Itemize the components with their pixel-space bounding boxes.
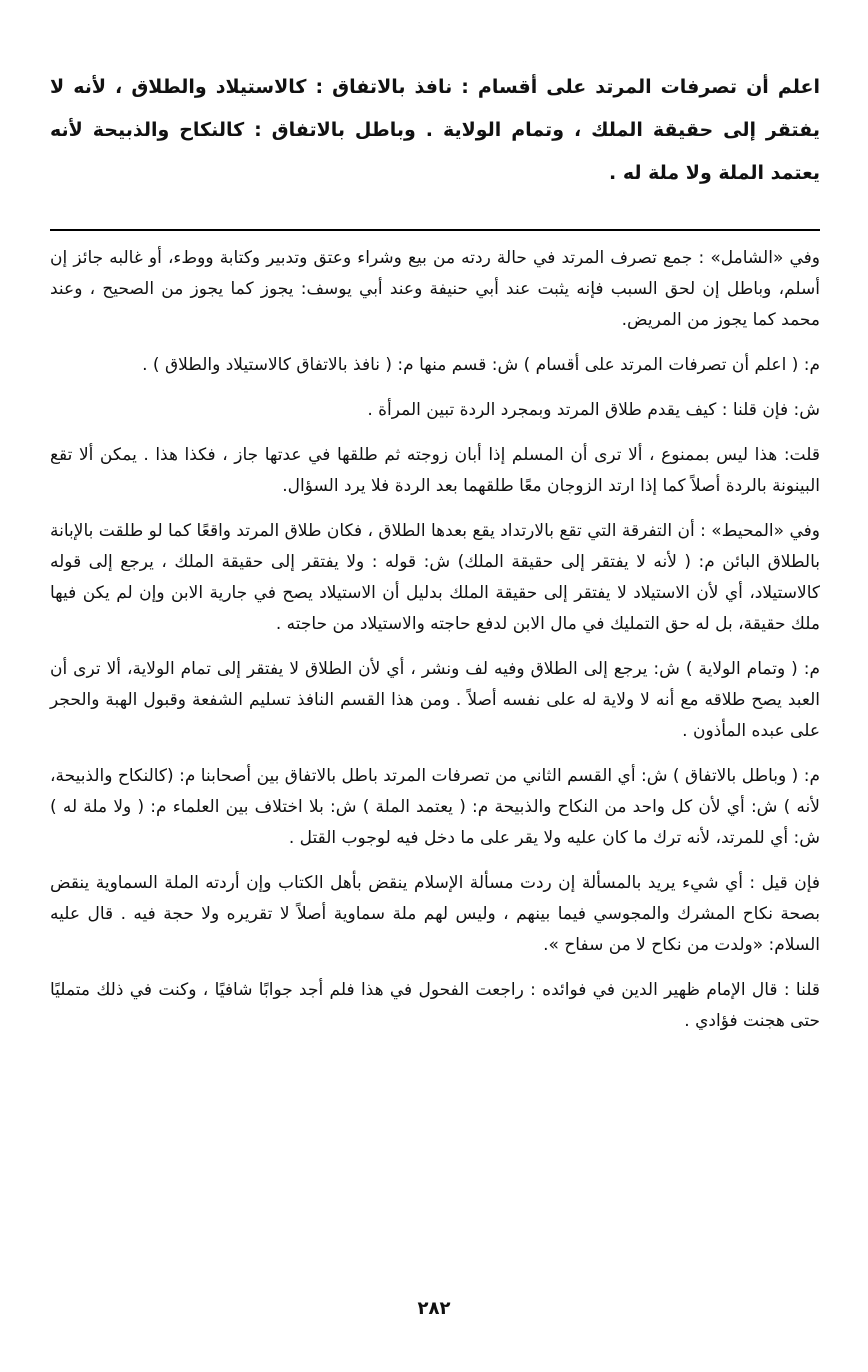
commentary-paragraph: قلت: هذا ليس بممنوع ، ألا ترى أن المسلم إذا أبان زوجته ثم طلقها في عدتها جاز ، فكذا هذا . يمكن ألا تقع البينونة بالردة أصلاً كما إذا ارتد الزوجان معًا طلقهما بعد الردة فلا يرد السؤال. <box>50 445 820 496</box>
commentary-paragraph: قلنا : قال الإمام ظهير الدين في فوائده : راجعت الفحول في هذا فلم أجد جوابًا شافيًا ، وكنت في ذلك متمليًا حتى هجنت فؤادي . <box>50 980 820 1031</box>
commentary <box>50 243 820 1037</box>
commentary-paragraph: م: ( وتمام الولاية ) ش: يرجع إلى الطلاق وفيه لف ونشر ، أي لأن الطلاق لا يفتقر إلى تمام الولاية، ألا ترى أن العبد يصح طلاقه مع أنه لا ولاية له على نفسه أصلاً . ومن هذا القسم النافذ تسليم الشفعة وقبول الهبة والحجر على عبده المأذون . <box>50 659 820 741</box>
commentary-paragraph: ش: فإن قلنا : كيف يقدم طلاق المرتد وبمجرد الردة تبين المرأة . <box>367 400 820 420</box>
commentary-paragraph: فإن قيل : أي شيء يريد بالمسألة إن ردت مسألة الإسلام ينقض بأهل الكتاب وإن أردته الملة السماوية ينقض بصحة نكاح المشرك والمجوسي فيما بينهم ، وليس لهم ملة سماوية أصلاً لا تقريره ولا حجة فيه . قال عليه السلام: «ولدت من نكاح لا من سفاح ». <box>50 873 820 955</box>
commentary-paragraph: وفي «الشامل» : جمع تصرف المرتد في حالة ردته من بيع وشراء وعتق وتدبير وكتابة ووطء، أو غالبه جائز إن أسلم، وباطل إن لحق السبب فإنه يثبت عند أبي حنيفة وعند أبي يوسف: يجوز كما يجوز من الصحيح ، وعند محمد كما يجوز من المريض. <box>50 248 820 330</box>
separator-rule <box>50 229 820 231</box>
commentary-paragraph: م: ( وباطل بالاتفاق ) ش: أي القسم الثاني من تصرفات المرتد باطل بالاتفاق بين أصحابنا م: (كالنكاح والذبيحة، لأنه ) ش: أي لأن كل واحد من النكاح والذبيحة م: ( يعتمد الملة ) ش: بلا اختلاف بين العلماء م: ( ولا ملة له ) ش: أي للمرتد، لأنه ترك ما كان عليه ولا يقر على ما دخل فيه لوجوب القتل . <box>50 766 820 848</box>
main-text: اعلم أن تصرفات المرتد على أقسام : نافذ بالاتفاق : كالاستيلاد والطلاق ، لأنه لا يفتقر إلى حقيقة الملك ، وتمام الولاية . وباطل بالاتفاق : كالنكاح والذبيحة لأنه يعتمد الملة ولا ملة له . <box>50 76 820 184</box>
commentary-paragraph: م: ( اعلم أن تصرفات المرتد على أقسام ) ش: قسم منها م: ( نافذ بالاتفاق كالاستيلاد والطلاق ) . <box>142 355 820 375</box>
page-number: ٢٨٢ <box>417 1298 451 1319</box>
page-body <box>50 66 820 1051</box>
commentary-paragraph: وفي «المحيط» : أن التفرقة التي تقع بالارتداد يقع بعدها الطلاق ، فكان طلاق المرتد واقعًا كما لو طلقت بالإبانة بالطلاق البائن م: ( لأنه لا يفتقر إلى حقيقة الملك) ش: قوله : ولا يفتقر إلى حقيقة الملك ، يرجع إلى قوله كالاستيلاد، أي لأن الاستيلاد لا يفتقر إلى حقيقة الملك بدليل أن الاستيلاد يصح في جارية الابن وإن لم يكن فيها ملك حقيقة، بل له حق التمليك في مال الابن لدفع حاجته والاستيلاد من حاجته . <box>50 521 820 634</box>
